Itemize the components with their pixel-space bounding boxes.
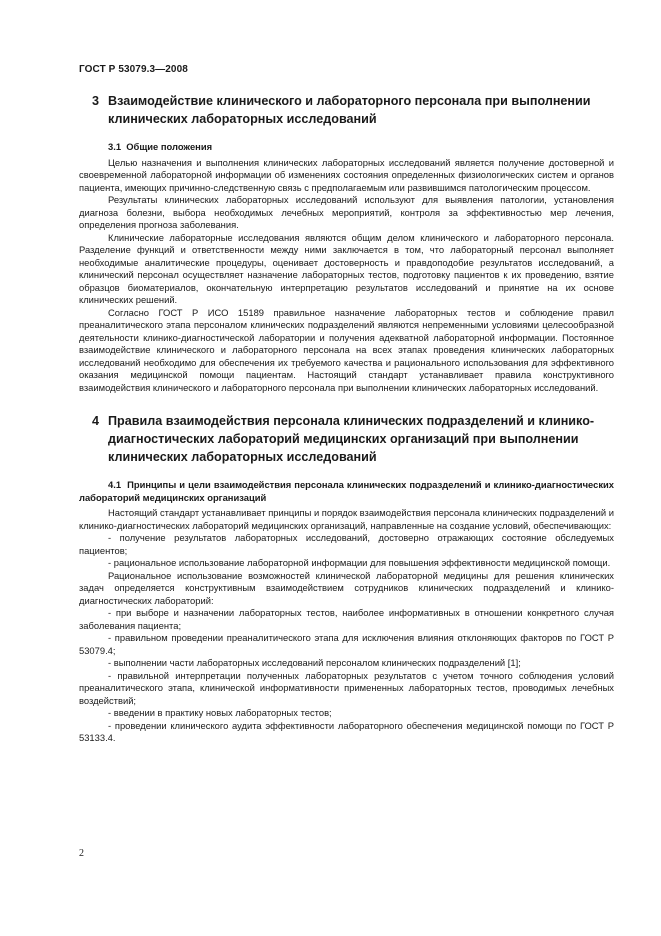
subsection-3-1-number: 3.1	[108, 141, 122, 152]
paragraph: Целью назначения и выполнения клинических лабораторных исследований является получение достоверной и своевременной лабораторной информации об изменениях состояния определенных физиологических систем и органов пациента, имеющих причинно-следственную связь с предполагаемым или развившимся патологическим процессом.	[79, 156, 614, 193]
list-item: - правильном проведении преаналитического этапа для исключения влияния отклоняющих факторов по ГОСТ Р 53079.4;	[79, 632, 614, 656]
list-item: - получение результатов лабораторных исследований, достоверно отражающих состояние обследуемых пациентов;	[79, 532, 614, 556]
subsection-4-1-heading	[79, 479, 614, 504]
list-item: - рациональное использование лабораторной информации для повышения эффективности медицинской помощи.	[108, 557, 611, 569]
paragraph: Рациональное использование возможностей клинической лабораторной медицины для решения клинических задач определяется конструктивным взаимодействием сотрудников клинических подразделений и клинико-диагностических лабораторий:	[79, 569, 614, 606]
section-4-number: 4	[92, 414, 100, 429]
page-number: 2	[79, 848, 84, 859]
section-4-heading	[79, 412, 614, 466]
subsection-3-1-heading	[79, 141, 614, 154]
list-item: - проведении клинического аудита эффективности лабораторного обеспечения медицинской помощи по ГОСТ Р 53133.4.	[79, 719, 614, 744]
standard-header: ГОСТ Р 53079.3—2008	[79, 64, 188, 75]
subsection-3-1-title: Общие положения	[126, 141, 213, 152]
list-item: - правильной интерпретации полученных лабораторных результатов с учетом точного соблюдения условий преаналитического этапа, клинической информативности примененных лабораторных тестов, проводимых лечебных воздействий;	[79, 669, 614, 706]
paragraph: Клинические лабораторные исследования являются общим делом клинического и лабораторного персонала. Разделение функций и ответственности между ними заключается в том, что лабораторный персонал выполняет необходимые аналитические процедуры, оценивает достоверность и правдоподобие результатов исследований, а клинический персонал осуществляет назначение лабораторных тестов, подготовку пациентов к их проведению, взятие образцов биоматериалов, окончательную интерпретацию результатов исследований и принятие на их основе клинических решений.	[79, 231, 614, 306]
subsection-4-1-number: 4.1	[108, 479, 122, 491]
list-item: - при выборе и назначении лабораторных тестов, наиболее информативных в отношении конкретного случая заболевания пациента;	[79, 607, 614, 631]
paragraph: Настоящий стандарт устанавливает принципы и порядок взаимодействия персонала клинических подразделений и клинико-диагностических лабораторий медицинских организаций, направленные на создание условий, обеспечивающих:	[79, 507, 614, 531]
section-4-title: Правила взаимодействия персонала клинических подразделений и клинико-диагностических лабораторий медицинских организаций при выполнении клинических лабораторных исследований	[108, 414, 595, 465]
paragraph: Результаты клинических лабораторных исследований используют для выявления патологии, установления диагноза болезни, выбора необходимых лечебных мероприятий, контроля за эффективностью мер лечения, определения прогноза заболевания.	[79, 194, 614, 231]
document-body	[79, 92, 614, 745]
section-3-title: Взаимодействие клинического и лабораторного персонала при выполнении клинических лабораторных исследований	[108, 94, 591, 126]
section-3-number: 3	[92, 94, 100, 108]
paragraph: Согласно ГОСТ Р ИСО 15189 правильное назначение лабораторных тестов и соблюдение правил преаналитического этапа персоналом клинических подразделений являются непременными условиями целесообразной деятельности клинико-диагностической лаборатории и получения адекватной лабораторной информации. Постоянное взаимодействие клинического и лабораторного персонала на всех этапах проведения клинических лабораторных исследований необходимо для обеспечения их требуемого качества и рационального использования для эффективного оказания медицинской помощи пациентам. Настоящий стандарт устанавливает правила конструктивного взаимодействия клинического и лабораторного персонала при выполнении клинических лабораторных исследований.	[79, 306, 614, 393]
subsection-4-1-title: Принципы и цели взаимодействия персонала клинических подразделений и клинико-диагностических лабораторий медицинских организаций	[79, 479, 614, 503]
list-item: - введении в практику новых лабораторных тестов;	[108, 707, 332, 719]
section-3-heading	[79, 92, 614, 128]
list-item: - выполнении части лабораторных исследований персоналом клинических подразделений [1];	[108, 657, 521, 669]
